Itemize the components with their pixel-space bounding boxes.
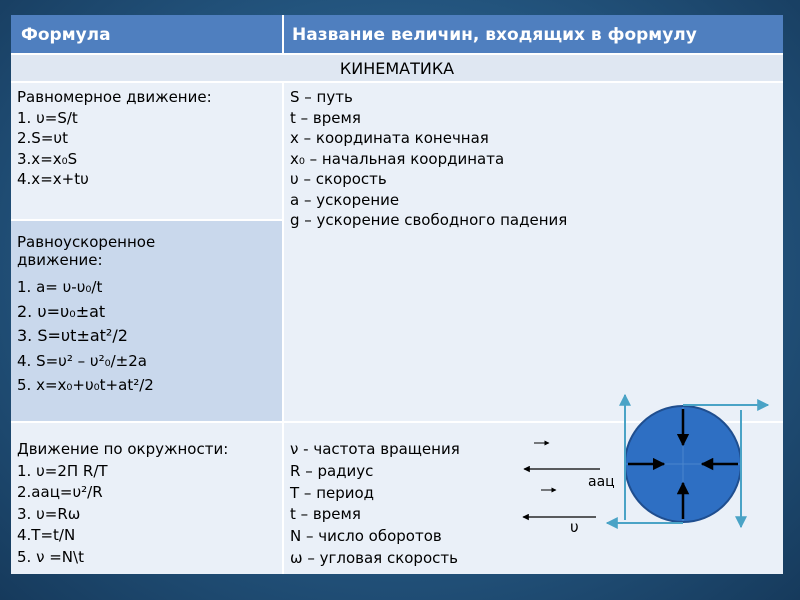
formula-line: 2.aац=υ²/R bbox=[17, 483, 103, 501]
accelerated-title: движение: bbox=[17, 251, 103, 269]
quantity-line: а – ускорение bbox=[290, 190, 400, 209]
quantity-line: ν - частота вращения bbox=[290, 440, 460, 458]
quantity-line: ω – угловая скорость bbox=[290, 548, 458, 567]
formula-line: 2.S=υt bbox=[17, 129, 68, 147]
formula-line: 3.x=x₀S bbox=[17, 149, 78, 168]
formula-line: 1. υ=S/t bbox=[17, 108, 78, 127]
formula-line: 4.T=t/N bbox=[17, 526, 76, 544]
quantity-line: T – период bbox=[290, 483, 375, 502]
circular-title: Движение по окружности: bbox=[17, 440, 229, 458]
formula-line: 2. υ=υ₀±at bbox=[17, 301, 106, 321]
quantity-line: S – путь bbox=[290, 88, 353, 106]
quantity-line: N – число оборотов bbox=[290, 527, 442, 546]
section-kinematics: КИНЕМАТИКА bbox=[11, 53, 783, 83]
label-centripetal-acceleration: aац bbox=[588, 474, 615, 490]
quantity-line: х – координата конечная bbox=[290, 129, 489, 147]
formula-line: 5. ν =N\t bbox=[17, 547, 84, 566]
formula-line: 5. x=x₀+υ₀t+at²/2 bbox=[17, 376, 154, 394]
quantity-line: х₀ – начальная координата bbox=[290, 149, 505, 168]
quantity-line: υ – скорость bbox=[290, 170, 387, 188]
quantity-line: R – радиус bbox=[290, 461, 374, 480]
formula-line: 3. υ=Rω bbox=[17, 504, 81, 523]
header-formula: Формула bbox=[11, 15, 284, 53]
quantity-line: t – время bbox=[290, 505, 361, 524]
uniform-title: Равномерное движение: bbox=[17, 88, 212, 106]
formula-line: 1. υ=2П R/T bbox=[17, 461, 108, 480]
formula-line: 1. a= υ-υ₀/t bbox=[17, 278, 103, 296]
formula-line: 4. S=υ² – υ²₀/±2a bbox=[17, 351, 147, 370]
header-quantity-names: Название величин, входящих в формулу bbox=[284, 15, 783, 53]
quantity-line: t – время bbox=[290, 108, 361, 127]
accelerated-title: Равноускоренное bbox=[17, 233, 156, 251]
quantity-line: g – ускорение свободного падения bbox=[290, 211, 568, 229]
formula-line: 3. S=υt±at²/2 bbox=[17, 326, 128, 345]
formula-line: 4.x=x+tυ bbox=[17, 170, 89, 188]
label-velocity: υ bbox=[570, 518, 579, 536]
